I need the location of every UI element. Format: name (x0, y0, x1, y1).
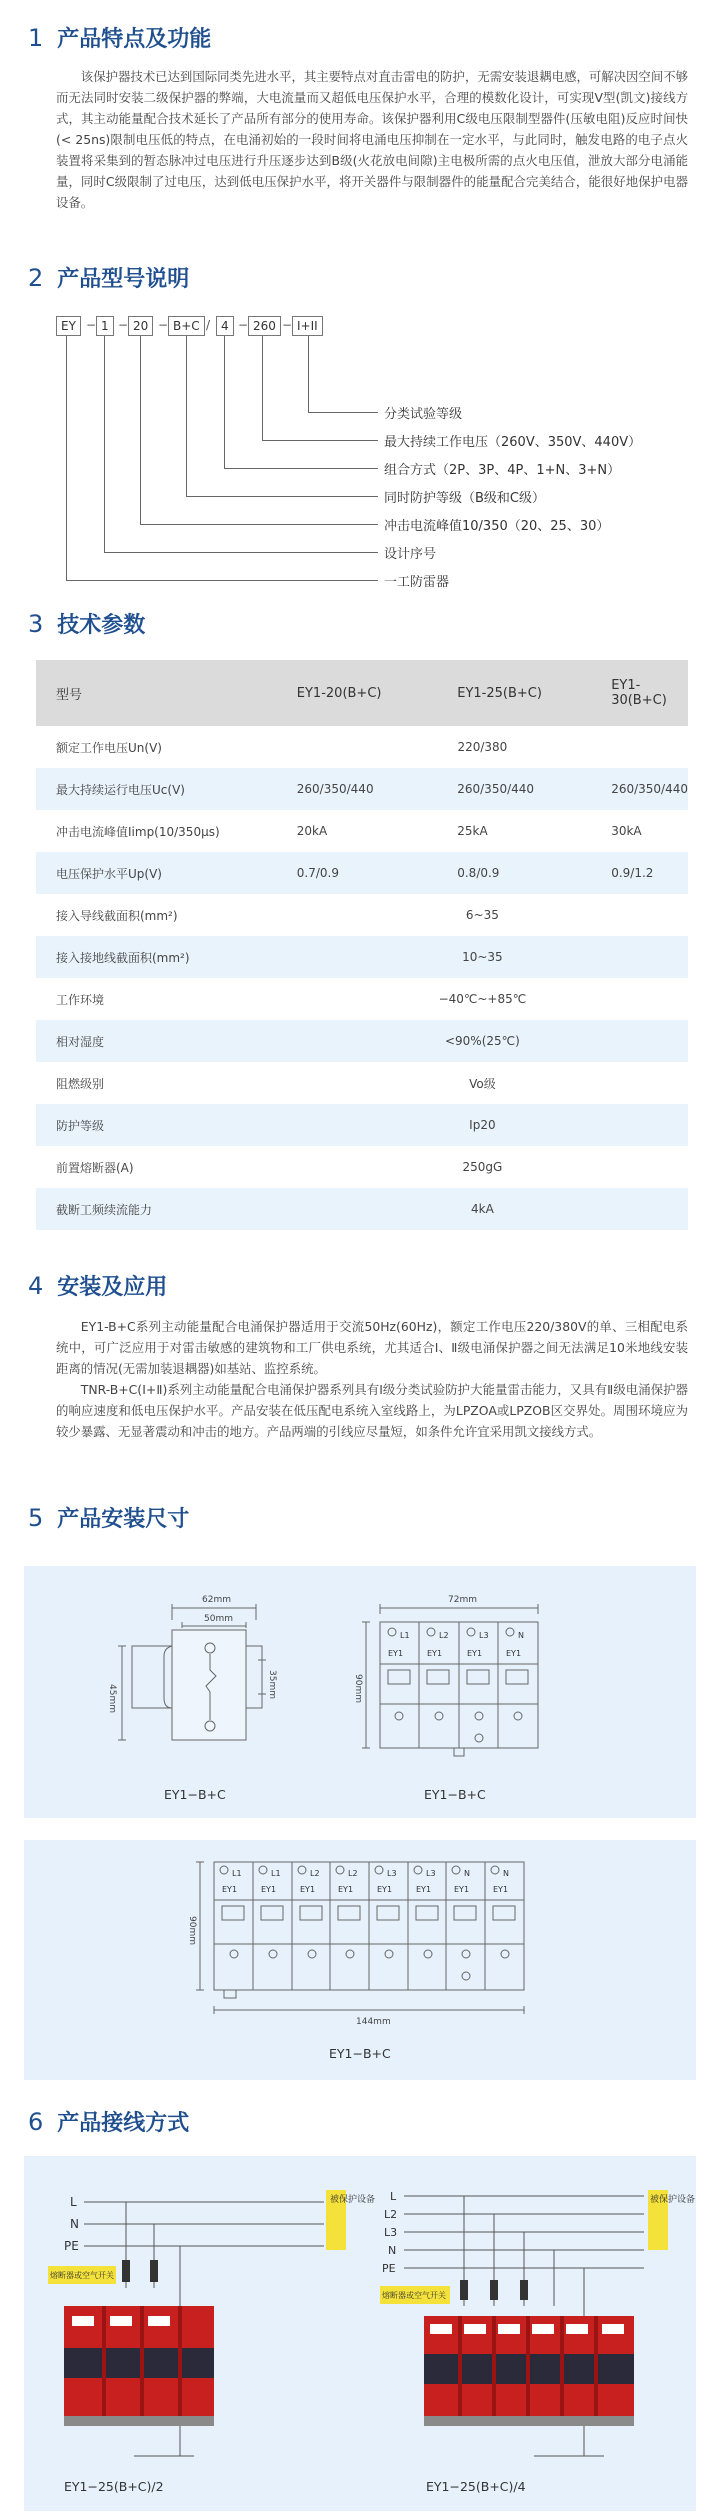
dim-label: 35mm (267, 1670, 277, 1699)
dim-label: 45mm (107, 1684, 117, 1713)
section-title: 产品特点及功能 (57, 27, 212, 52)
table-row: 冲击电流峰值Iimp(10/350μs) 20kA 25kA 30kA (56, 824, 642, 839)
svg-text:L2: L2 (348, 1869, 358, 1878)
table-row: 最大持续运行电压Uc(V) 260/350/440 260/350/440 260/350/440 (36, 768, 688, 810)
svg-text:PE: PE (64, 2239, 79, 2253)
section-5-heading: 5 产品安装尺寸 (28, 1503, 190, 1532)
install-paragraph: EY1-B+C系列主动能量配合电涌保护器适用于交流50Hz(60Hz)，额定工作电压220/380V的单、三相配电系统中，可广泛应用于对雷击敏感的建筑物和工厂供电系统，尤其适合Ⅰ、Ⅱ级电涌保护器之间无法满足10米地线安装距离的情况(无需加装退耦器)如基站、监控系统。 TNR-B+C(Ⅰ+Ⅱ)系列主动能量配合电涌保护器系列具有Ⅰ级分类试验防护大能量雷击能力，又具有Ⅱ级电涌保护器的响应速度和低电压保护水平。产品安装在低压配电系统入室线路上，为LPZOA或LPZOB区交界处。周围环境应为较少暴露、无显著震动和冲击的地方。产品两端的引线应尽量短，如条件允许宜采用凯文接线方式。 (56, 1319, 688, 1439)
svg-text:L2: L2 (384, 2208, 398, 2221)
dim-caption: EY1−B+C (164, 1787, 226, 1802)
wiring-diagrams (24, 2156, 696, 2511)
section-6-heading: 6 产品接线方式 (28, 2107, 190, 2136)
table-row: 额定工作电压Un(V) 220/380 (56, 740, 508, 755)
table-row: 前置熔断器(A) 250gG (56, 1160, 503, 1175)
svg-text:EY1: EY1 (261, 1885, 277, 1894)
model-label: 同时防护等级（B级和C级） (384, 491, 545, 506)
svg-text:L3: L3 (479, 1631, 489, 1640)
svg-text:EY1: EY1 (388, 1649, 404, 1658)
model-part: I+II (292, 316, 323, 336)
svg-text:N: N (464, 1869, 470, 1878)
model-part: 1 (96, 316, 114, 336)
svg-text:L: L (390, 2190, 397, 2203)
header-cell: EY1-20(B+C) (277, 660, 437, 726)
svg-text:EY1: EY1 (427, 1649, 443, 1658)
model-part: 260 (248, 316, 281, 336)
svg-text:L: L (70, 2195, 77, 2209)
table-row: 接入接地线截面积(mm²) 10~35 (36, 936, 688, 978)
model-part: 20 (128, 316, 153, 336)
section-3-heading: 3 技术参数 (28, 609, 146, 638)
model-label: 分类试验等级 (384, 407, 463, 422)
svg-text:EY1: EY1 (467, 1649, 483, 1658)
surge-protector-2p (64, 2306, 214, 2426)
model-label: 冲击电流峰值10/350（20、25、30） (384, 519, 610, 534)
svg-text:L1: L1 (400, 1631, 410, 1640)
svg-text:被保护设备: 被保护设备 (650, 2195, 696, 2205)
svg-text:EY1: EY1 (338, 1885, 354, 1894)
svg-text:EY1: EY1 (493, 1885, 509, 1894)
table-row: 电压保护水平Up(V) 0.7/0.9 0.8/0.9 0.9/1.2 (36, 852, 688, 894)
dimension-drawings (24, 1566, 696, 1818)
svg-text:L3: L3 (426, 1869, 436, 1878)
table-header-row (36, 660, 688, 726)
header-cell: EY1-30(B+C) (591, 660, 688, 726)
svg-text:L1: L1 (232, 1869, 242, 1878)
svg-text:L3: L3 (387, 1869, 397, 1878)
model-part: 4 (216, 316, 234, 336)
spec-table (36, 660, 688, 1230)
model-label: 最大持续工作电压（260V、350V、440V） (384, 435, 642, 450)
svg-text:N: N (503, 1869, 509, 1878)
wiring-caption: EY1−25(B+C)/4 (426, 2479, 526, 2494)
table-row: 接入导线截面积(mm²) 6~35 (56, 908, 499, 923)
dim-label: 72mm (448, 1595, 477, 1605)
wiring-caption: EY1−25(B+C)/2 (64, 2479, 164, 2494)
svg-text:L1: L1 (271, 1869, 281, 1878)
section-1-heading (28, 22, 211, 53)
dimension-panel-top (24, 1566, 696, 1818)
svg-text:L2: L2 (310, 1869, 320, 1878)
dim-label: 90mm (187, 1916, 197, 1945)
dim-caption: EY1−B+C (329, 2046, 391, 2061)
table-row: 工作环境 −40℃~+85℃ (56, 992, 527, 1007)
svg-text:N: N (518, 1631, 524, 1640)
table-row: 防护等级 Ip20 (36, 1104, 688, 1146)
model-part: EY (56, 316, 81, 336)
table-row: 相对湿度 <90%(25℃) (36, 1020, 688, 1062)
svg-text:EY1: EY1 (454, 1885, 470, 1894)
svg-text:N: N (388, 2244, 397, 2257)
svg-text:EY1: EY1 (416, 1885, 432, 1894)
svg-text:EY1: EY1 (377, 1885, 393, 1894)
header-cell: EY1-25(B+C) (437, 660, 591, 726)
model-code-diagram: EY − 1 − 20 − B+C / 4 − 260 − I+II 分类试验等级 最大持续工作电压（260V、350V、440V） 组合方式（2P、3P、4P、1+N、3+N） 同时防护等级（B级和C级） 冲击电流峰值10/350（20、25、30） 设计序号 一工防雷器 (56, 312, 696, 592)
svg-text:被保护设备: 被保护设备 (330, 2195, 376, 2205)
features-paragraph: 该保护器技术已达到国际同类先进水平，其主要特点对直击雷电的防护，无需安装退耦电感，可解决因空间不够而无法同时安装二级保护器的弊端，大电流量而又超低电压保护水平，合理的模数化设计，可实现V型(凯文)接线方式，其主动能量配合技术延长了产品所有部分的使用寿命。该保护器利用C级电压限制型器件(压敏电阻)反应时间快(< 25ns)限制电压低的特点，在电涌初始的一段时间将电涌电压抑制在一定水平，与此同时，触发电路的电子点火装置将采集到的暂态脉冲过电压进行升压逐步达到B级(火花放电间隙)主电极所需的点火电压值，泄放大部分电涌能量，同时C级限制了过电压，达到低电压保护水平，将开关器件与限制器件的能量配合完美结合，能很好地保护电器设备。 (56, 69, 688, 210)
svg-text:熔断器或空气开关: 熔断器或空气开关 (50, 2271, 114, 2280)
header-cell: 型号 (36, 660, 277, 726)
dimension-panel-bottom (24, 1840, 696, 2080)
dimension-drawing-8p (24, 1840, 696, 2080)
svg-text:熔断器或空气开关: 熔断器或空气开关 (382, 2291, 446, 2300)
surge-protector-4p (424, 2316, 634, 2426)
dim-caption: EY1−B+C (424, 1787, 486, 1802)
section-2-heading: 2 产品型号说明 (28, 263, 190, 292)
model-label: 设计序号 (384, 547, 437, 562)
section-number: 1 (28, 23, 44, 52)
svg-text:EY1: EY1 (506, 1649, 522, 1658)
model-label: 一工防雷器 (384, 575, 450, 590)
svg-text:PE: PE (382, 2262, 396, 2275)
svg-text:EY1: EY1 (222, 1885, 238, 1894)
svg-text:L3: L3 (384, 2226, 398, 2239)
table-row: 阻燃级别 Vo级 (56, 1076, 496, 1091)
dim-label: 62mm (202, 1595, 231, 1605)
dim-label: 50mm (204, 1614, 233, 1624)
dim-label: 144mm (356, 2017, 391, 2027)
svg-text:N: N (70, 2217, 79, 2231)
svg-text:EY1: EY1 (300, 1885, 316, 1894)
model-part: B+C (168, 316, 205, 336)
section-4-heading: 4 安装及应用 (28, 1271, 168, 1300)
dim-label: 90mm (353, 1674, 363, 1703)
table-row: 截断工频续流能力 4kA (36, 1188, 688, 1230)
svg-text:L2: L2 (439, 1631, 449, 1640)
wiring-panel (24, 2156, 696, 2511)
model-label: 组合方式（2P、3P、4P、1+N、3+N） (384, 463, 621, 478)
